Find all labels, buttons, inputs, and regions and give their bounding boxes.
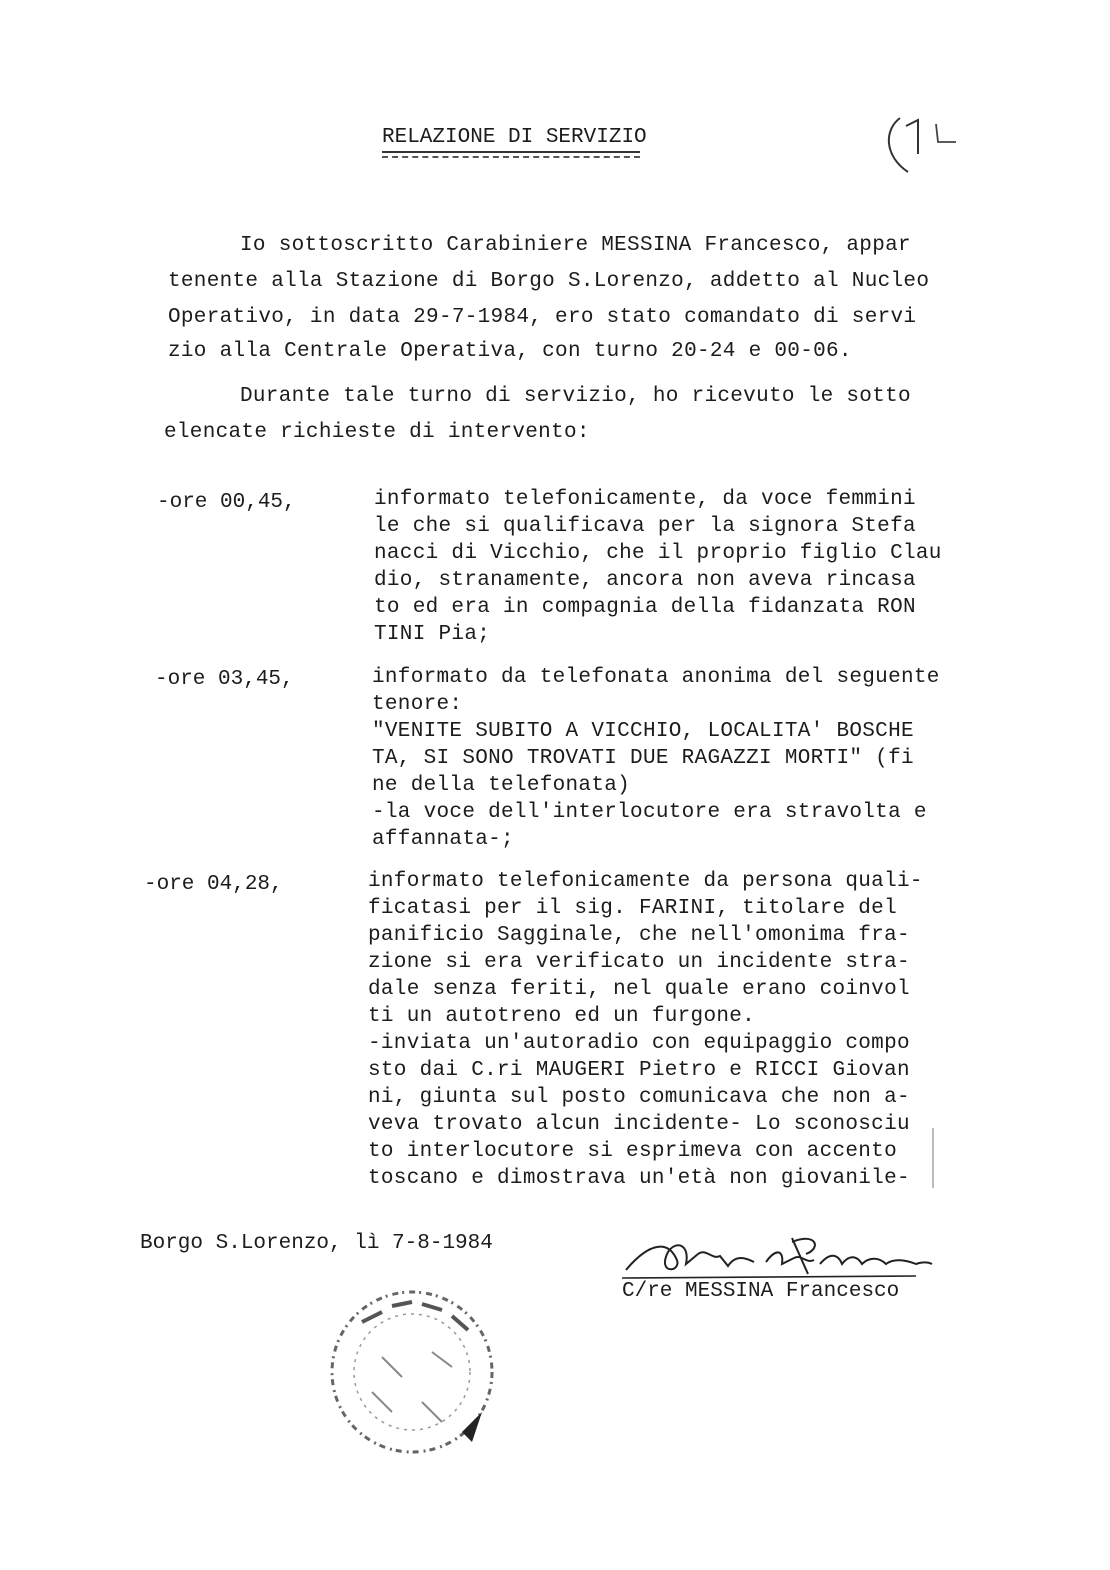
entry-line: informato da telefonata anonima del seguente [372, 666, 940, 689]
entry-time: -ore 00,45, [157, 491, 296, 514]
intro-line: Operativo, in data 29-7-1984, ero stato comandato di servi [168, 306, 917, 329]
entry-line: ni, giunta sul posto comunicava che non a- [368, 1086, 910, 1109]
entry-line: dale senza feriti, nel quale erano coinvol [368, 978, 910, 1001]
second-paragraph [164, 383, 911, 444]
date-line: Borgo S.Lorenzo, lì 7-8-1984 [140, 1232, 493, 1255]
corner-handwritten-mark [878, 108, 968, 178]
entry-body [372, 664, 940, 853]
entry-line: toscano e dimostrava un'età non giovanile- [368, 1167, 910, 1190]
entry-line: ficatasi per il sig. FARINI, titolare del [368, 897, 897, 920]
title-underline [382, 151, 640, 153]
entry-line: veva trovato alcun incidente- Lo sconosciu [368, 1113, 910, 1136]
entry-line: ne della telefonata) [372, 774, 631, 797]
intro-line: tenente alla Stazione di Borgo S.Lorenzo, addetto al Nucleo [168, 270, 930, 293]
margin-mark [932, 1128, 934, 1188]
entry-line: TINI Pia; [374, 623, 491, 646]
entry-line: nacci di Vicchio, che il proprio figlio Clau [374, 542, 942, 565]
intro-paragraph [168, 232, 1001, 363]
paragraph-line: elencate richieste di intervento: [164, 421, 590, 444]
entry-line: ti un autotreno ed un furgone. [368, 1005, 756, 1028]
intro-line: zio alla Centrale Operativa, con turno 20-24 e 00-06. [168, 340, 852, 363]
entry-line: -inviata un'autoradio con equipaggio compo [368, 1032, 910, 1055]
handwritten-signature [616, 1218, 936, 1288]
title-underline-dashed [382, 156, 640, 158]
official-stamp [312, 1282, 512, 1462]
entry-line: informato telefonicamente da persona quali- [368, 870, 923, 893]
entry-body [374, 486, 942, 648]
entry-time: -ore 03,45, [155, 668, 294, 691]
entry-line: to ed era in compagnia della fidanzata RON [374, 596, 916, 619]
entry-line: dio, stranamente, ancora non aveva rincasa [374, 569, 916, 592]
entry-line: "VENITE SUBITO A VICCHIO, LOCALITA' BOSCHE [372, 720, 914, 743]
entry-line: -la voce dell'interlocutore era stravolta e [372, 801, 927, 824]
paragraph-line: Durante tale turno di servizio, ho ricevuto le sotto [240, 385, 911, 408]
entry-line: panificio Sagginale, che nell'omonima fra- [368, 924, 910, 947]
entry-line: informato telefonicamente, da voce femmini [374, 488, 916, 511]
document-title: RELAZIONE DI SERVIZIO [382, 126, 647, 149]
entry-time: -ore 04,28, [144, 873, 283, 896]
entry-line: tenore: [372, 693, 463, 716]
entry-line: TA, SI SONO TROVATI DUE RAGAZZI MORTI" (fi [372, 747, 914, 770]
entry-line: to interlocutore si esprimeva con accento [368, 1140, 897, 1163]
entry-line: affannata-; [372, 828, 514, 851]
intro-line: Io sottoscritto Carabiniere MESSINA Francesco, appar [240, 234, 911, 257]
entry-line: sto dai C.ri MAUGERI Pietro e RICCI Giovan [368, 1059, 910, 1082]
entry-line: le che si qualificava per la signora Stefa [374, 515, 916, 538]
entry-body [368, 868, 923, 1192]
entry-line: zione si era verificato un incidente stra- [368, 951, 910, 974]
signatory-name: C/re MESSINA Francesco [622, 1280, 900, 1303]
